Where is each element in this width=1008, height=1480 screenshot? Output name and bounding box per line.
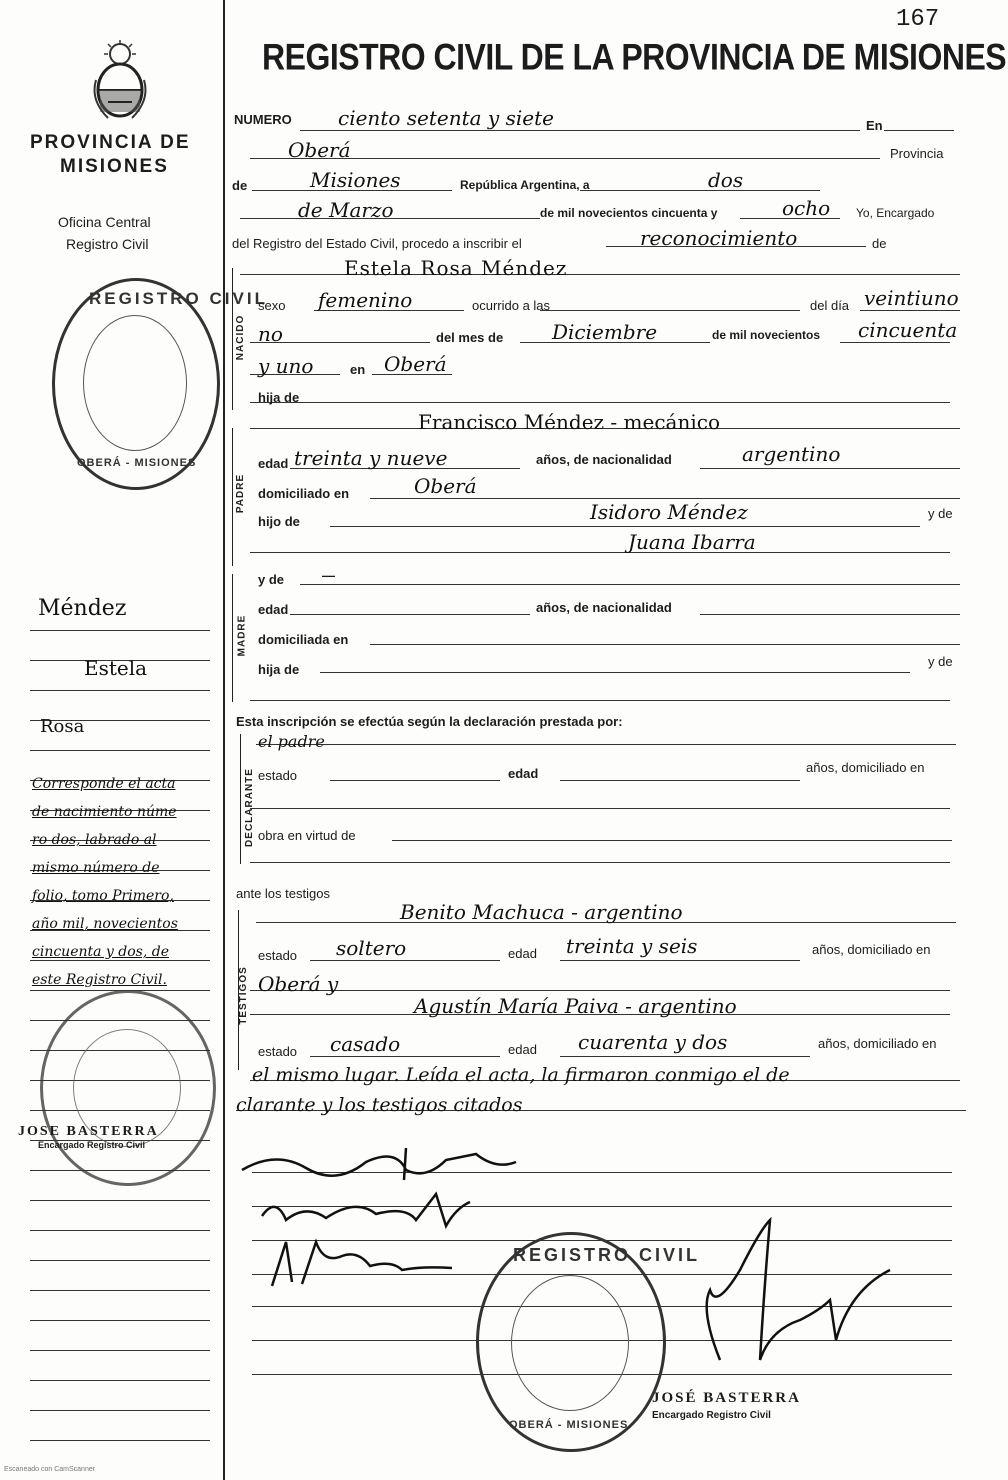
coat-of-arms-emblem <box>88 40 152 122</box>
edad3-label: edad <box>508 766 539 781</box>
hija-de-label: hija de <box>258 390 300 405</box>
form-ruled-line <box>250 862 950 863</box>
officer-title: Encargado Registro Civil <box>652 1410 771 1421</box>
yo-label: Yo, Encargado <box>856 206 935 220</box>
dia-value-cont: no <box>258 322 283 346</box>
office-line1: Oficina Central <box>58 214 151 230</box>
act-value: reconocimiento <box>640 226 798 250</box>
sidebar-ruled-line <box>30 1230 210 1231</box>
city-value: Oberá <box>288 138 351 162</box>
form-ruled-line <box>560 960 800 961</box>
page-number: 167 <box>896 6 940 33</box>
form-ruled-line <box>540 310 800 311</box>
declarante-bracket <box>240 734 241 864</box>
form-ruled-line <box>310 1056 500 1057</box>
signature-witness1 <box>256 1186 476 1236</box>
father-nationality: argentino <box>742 442 841 466</box>
sidebar-ruled-line <box>30 630 210 631</box>
en-label: En <box>866 118 883 133</box>
form-ruled-line <box>250 700 950 701</box>
form-ruled-line <box>330 526 920 527</box>
y-de2-label: y de <box>258 572 285 587</box>
sidebar-ruled-line <box>30 1320 210 1321</box>
form-ruled-line <box>250 808 950 809</box>
testigo1-estado: soltero <box>336 936 407 960</box>
day-value: dos <box>708 168 744 192</box>
form-ruled-line <box>256 744 956 745</box>
sidebar-name1: Estela <box>84 656 148 680</box>
closing-line2: clarante y los testigos citados <box>236 1094 523 1116</box>
office-line2: Registro Civil <box>66 236 149 252</box>
province-title-line1: PROVINCIA DE <box>30 132 191 153</box>
form-ruled-line <box>860 310 960 311</box>
form-ruled-line <box>392 840 952 841</box>
form-ruled-line <box>700 614 960 615</box>
testigo1-value: Benito Machuca - argentino <box>400 900 683 924</box>
form-ruled-line <box>370 498 960 499</box>
del-mes-label: del mes de <box>436 330 504 345</box>
anio-value-cont: y uno <box>258 354 314 378</box>
edad5-label: edad <box>508 1042 537 1057</box>
madre-side-label: MADRE <box>236 614 248 657</box>
sidebar-ruled-line <box>30 1380 210 1381</box>
sidebar-note-line: año mil, novecientos <box>32 916 178 932</box>
padre-bracket <box>232 428 233 566</box>
father-mother: Juana Ibarra <box>628 530 756 554</box>
republica-label: República Argentina, a <box>460 178 590 192</box>
numero-label: NUMERO <box>234 112 292 127</box>
seal-bottom-text: OBERÁ - MISIONES <box>77 457 197 469</box>
nacido-bracket <box>232 268 233 410</box>
province-value: Misiones <box>310 168 401 192</box>
obra-label: obra en virtud de <box>258 828 356 843</box>
form-ruled-line <box>700 468 960 469</box>
sexo-value: femenino <box>318 288 413 312</box>
y-de-label: y de <box>928 506 953 521</box>
estado-label: estado <box>258 768 298 783</box>
hija2-label: hija de <box>258 662 300 677</box>
sidebar-name2: Rosa <box>40 716 85 737</box>
sidebar-note-line: cincuenta y dos, de <box>32 944 169 960</box>
signature-witness2 <box>262 1236 462 1292</box>
testigo1-edad: treinta y seis <box>566 934 698 958</box>
signature-declarant <box>236 1140 536 1190</box>
closing-line1: el mismo lugar. Leída el acta, la firmaron conmigo el de <box>252 1064 790 1086</box>
nacido-side-label: NACIDO <box>235 314 247 361</box>
edad2-label: edad <box>258 602 289 617</box>
anios-dom-label: años, domiciliado en <box>806 760 925 775</box>
form-ruled-line <box>310 960 500 961</box>
testigo2-value: Agustín María Paiva - argentino <box>414 994 737 1018</box>
form-ruled-line <box>250 990 950 991</box>
domiciliada-label: domiciliada en <box>258 632 349 647</box>
sidebar-ruled-line <box>30 690 210 691</box>
sidebar-officer-title: Encargado Registro Civil <box>38 1140 146 1150</box>
father-age: treinta y nueve <box>294 446 448 470</box>
sidebar-ruled-line <box>30 960 210 961</box>
year-value: ocho <box>782 196 831 220</box>
form-ruled-line <box>250 402 950 403</box>
ocurrido-label: ocurrido a las <box>472 298 551 313</box>
main-seal-top-text: REGISTRO CIVIL <box>513 1245 701 1265</box>
estado3-label: estado <box>258 1044 298 1059</box>
declaracion-label: Esta inscripción se efectúa según la declaración prestada por: <box>236 714 623 729</box>
de-mil2-label: de mil novecientos <box>712 328 821 342</box>
form-ruled-line <box>560 780 800 781</box>
estado2-label: estado <box>258 948 298 963</box>
sidebar-note-line: Corresponde el acta <box>32 776 176 792</box>
sidebar-ruled-line <box>30 1290 210 1291</box>
de-label: de <box>232 178 248 193</box>
de2-label: de <box>872 236 887 251</box>
domiciliado-label: domiciliado en <box>258 486 350 501</box>
lugar-value: Oberá <box>384 352 447 376</box>
sidebar-ruled-line <box>30 1260 210 1261</box>
officer-name: JOSÉ BASTERRA <box>652 1390 801 1406</box>
father-domicile: Oberá <box>414 474 477 498</box>
page-title: REGISTRO CIVIL DE LA PROVINCIA DE MISIONES <box>262 36 1007 78</box>
anios-dom2-label: años, domiciliado en <box>812 942 931 957</box>
form-ruled-line <box>560 1056 810 1057</box>
sidebar-ruled-line <box>30 1350 210 1351</box>
registry-seal-sidebar-lower <box>40 990 216 1186</box>
form-ruled-line <box>290 614 530 615</box>
anios-nac-label: años, de nacionalidad <box>536 452 672 467</box>
scanner-footer: Escaneado con CamScanner <box>4 1466 96 1473</box>
sidebar-ruled-line <box>30 1200 210 1201</box>
form-ruled-line <box>884 130 954 131</box>
sidebar-officer-stamp: JOSE BASTERRA <box>18 1124 159 1139</box>
form-ruled-line <box>840 342 950 343</box>
anios-dom3-label: años, domiciliado en <box>818 1036 937 1051</box>
del-dia-label: del día <box>810 298 850 313</box>
sidebar-ruled-line <box>30 1440 210 1441</box>
father-father: Isidoro Méndez <box>590 500 748 524</box>
ante-testigos-label: ante los testigos <box>236 886 330 901</box>
sidebar-note-line: ro dos, labrado al <box>32 832 157 848</box>
form-ruled-line <box>330 780 500 781</box>
month-value: de Marzo <box>298 198 394 222</box>
father-value: Francisco Méndez - mecánico <box>418 410 720 434</box>
testigos-side-label: TESTIGOS <box>237 966 249 1025</box>
main-seal-bottom-text: OBERÁ - MISIONES <box>509 1419 629 1431</box>
dia-value: veintiuno <box>864 286 959 310</box>
seal-top-text: REGISTRO CIVIL <box>89 289 268 308</box>
signature-officer <box>680 1210 900 1380</box>
person-name: Estela Rosa Méndez <box>344 256 568 280</box>
sidebar-note-line: folio, tomo Primero, <box>32 888 174 904</box>
anios-nac2-label: años, de nacionalidad <box>536 600 672 615</box>
form-ruled-line <box>320 672 910 673</box>
testigo1-domicile: Oberá y <box>258 972 339 996</box>
anio-value: cincuenta <box>858 318 958 342</box>
mother-dash: — <box>322 568 335 583</box>
province-title-line2: MISIONES <box>60 156 169 177</box>
sidebar-note-line: mismo número de <box>32 860 160 876</box>
main-divider <box>223 0 225 1480</box>
sidebar-ruled-line <box>30 1410 210 1411</box>
numero-value: ciento setenta y siete <box>338 106 554 130</box>
madre-bracket <box>232 574 233 702</box>
mes-value: Diciembre <box>552 320 658 344</box>
form-ruled-line <box>300 584 960 585</box>
de-mil-label: de mil novecientos cincuenta y <box>540 206 718 220</box>
declarante-side-label: DECLARANTE <box>243 768 255 847</box>
form-ruled-line <box>250 552 950 553</box>
declarante-value: el padre <box>258 732 325 751</box>
provincia-label: Provincia <box>890 146 944 161</box>
sidebar-note-line: este Registro Civil. <box>32 972 167 988</box>
form-ruled-line <box>580 190 820 191</box>
sexo-label: sexo <box>258 298 286 313</box>
y-de3-label: y de <box>928 654 953 669</box>
edad-label: edad <box>258 456 289 471</box>
testigo2-estado: casado <box>330 1032 401 1056</box>
form-ruled-line <box>370 644 960 645</box>
padre-side-label: PADRE <box>235 473 247 514</box>
sidebar-note-line: de nacimiento núme <box>32 804 177 820</box>
del-registro-label: del Registro del Estado Civil, procedo a inscribir el <box>232 236 522 251</box>
sidebar-ruled-line <box>30 750 210 751</box>
edad4-label: edad <box>508 946 537 961</box>
registry-seal-main <box>476 1232 701 1452</box>
sidebar-surname: Méndez <box>38 596 127 621</box>
form-ruled-line <box>300 130 860 131</box>
en2-label: en <box>350 362 366 377</box>
hijo-de-label: hijo de <box>258 514 300 529</box>
testigo2-edad: cuarenta y dos <box>578 1030 728 1054</box>
